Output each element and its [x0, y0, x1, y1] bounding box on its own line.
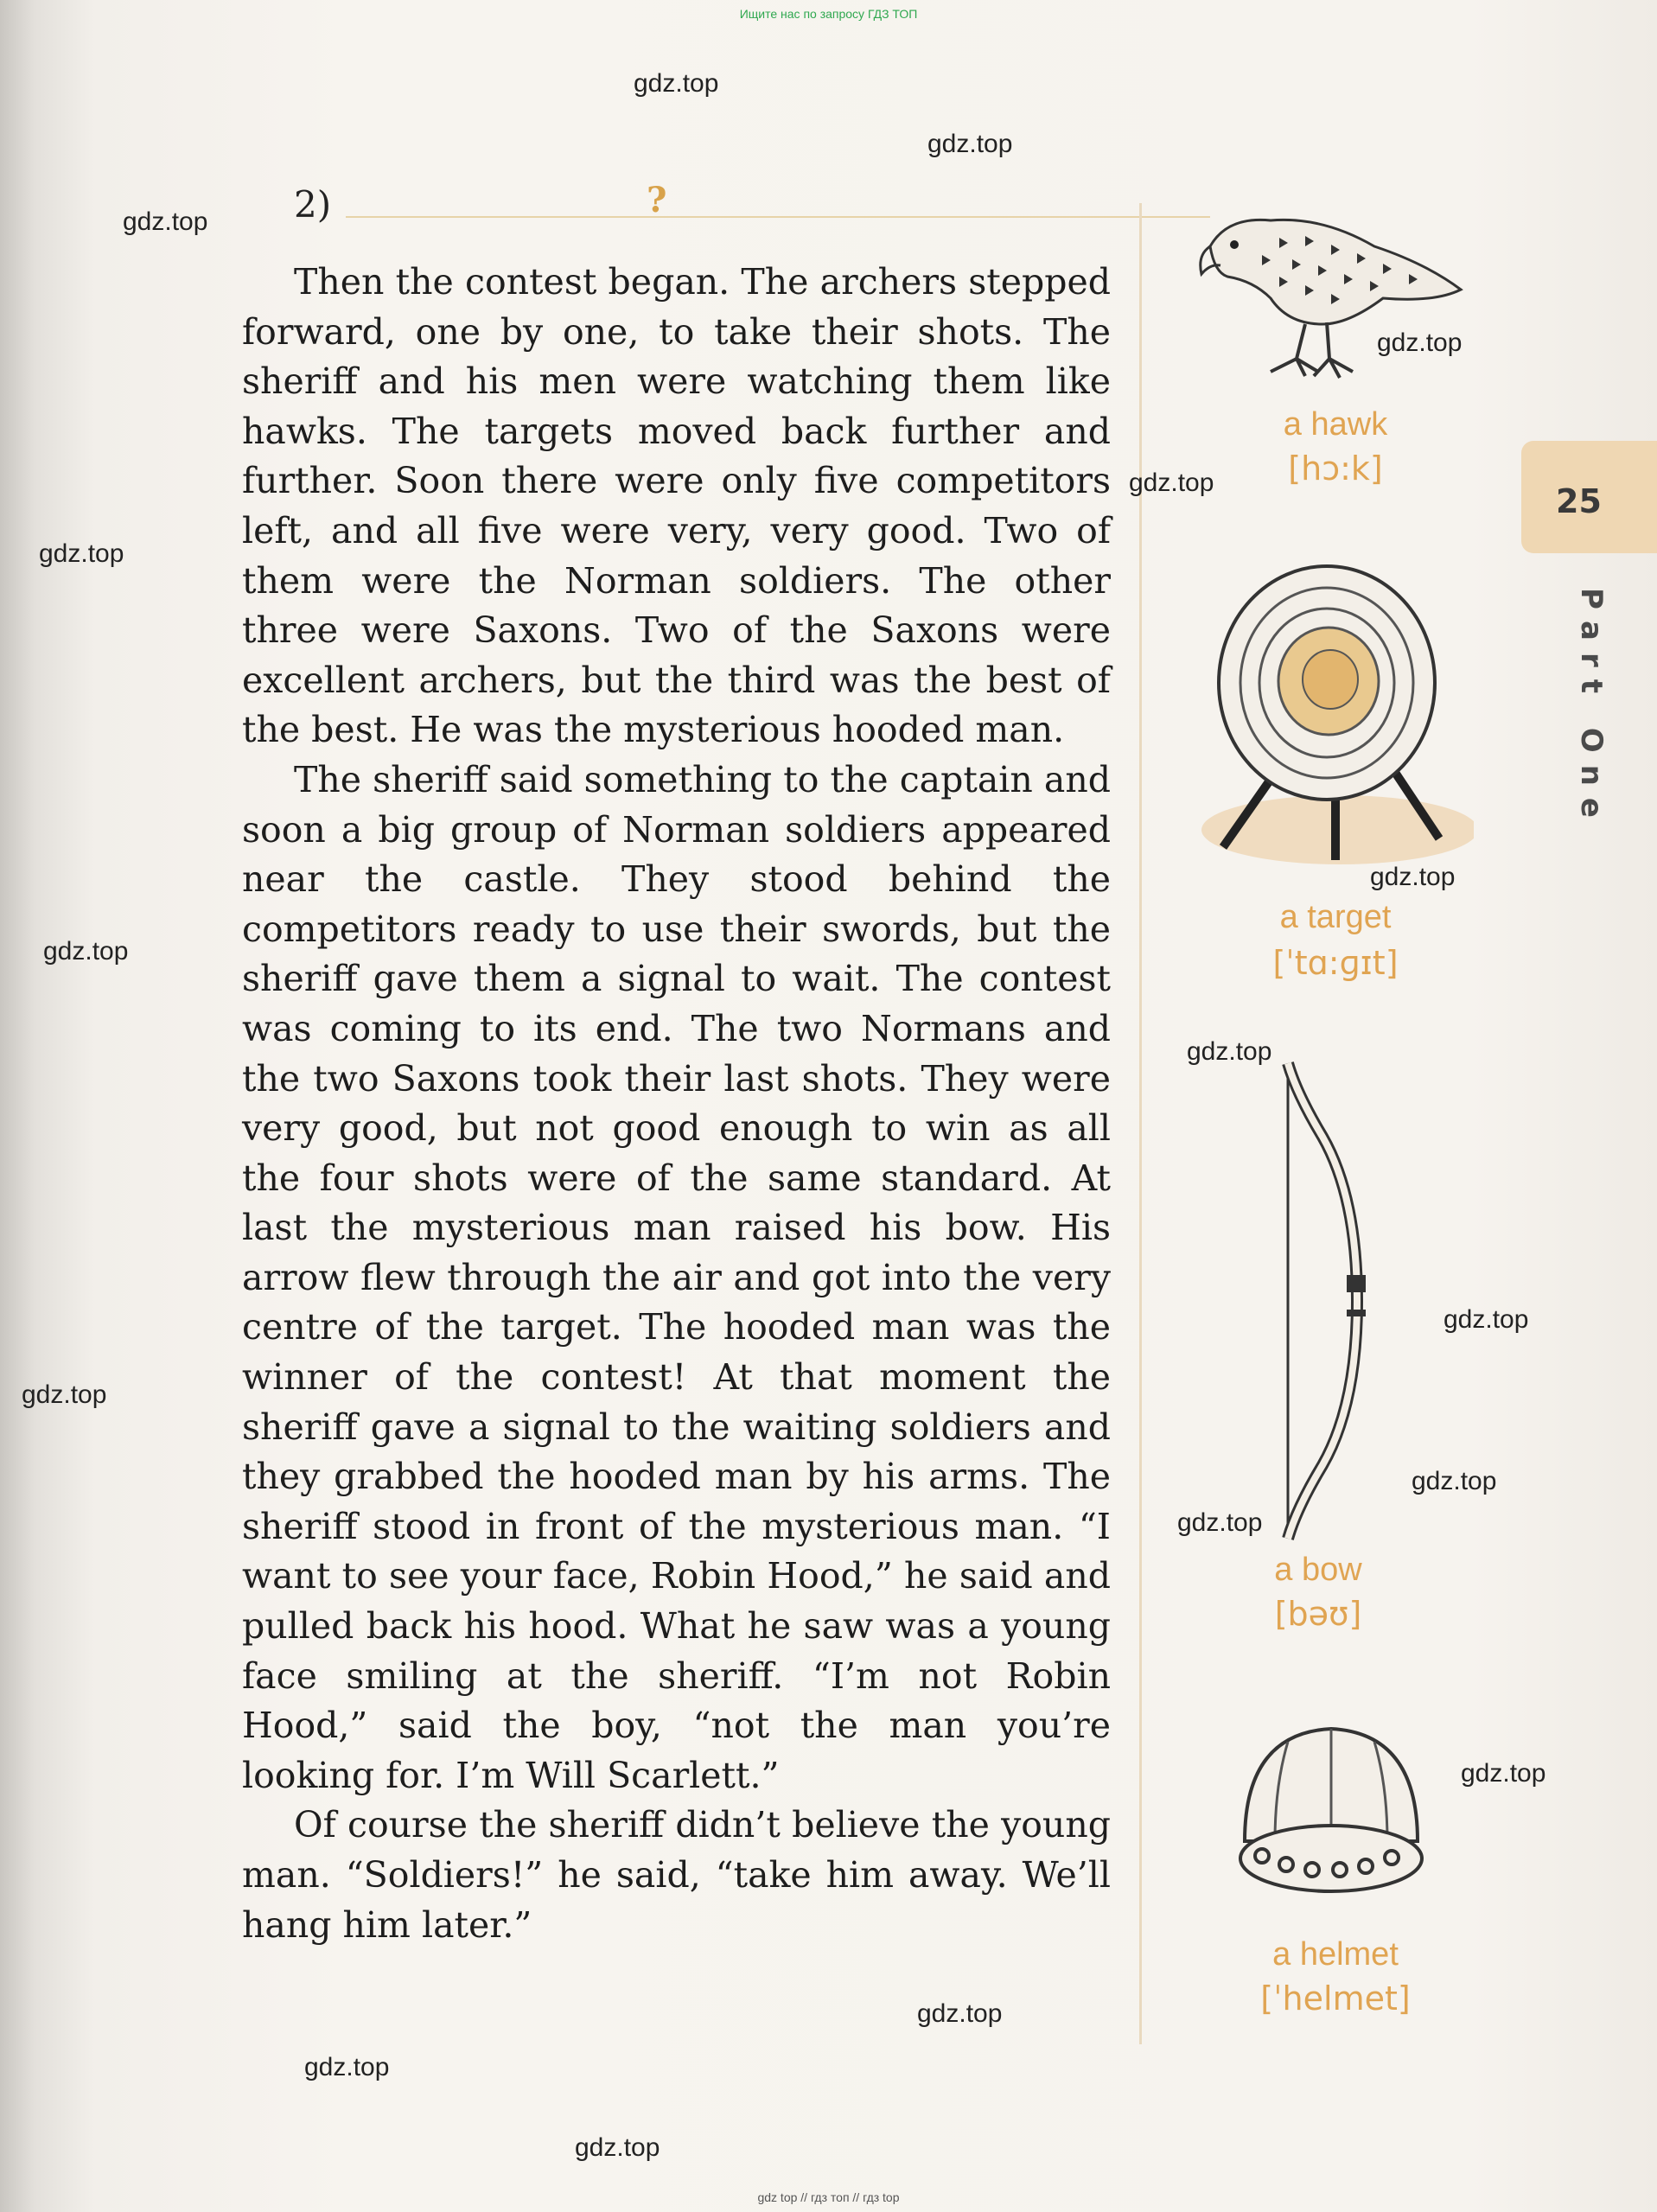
question-marker: ? — [647, 180, 667, 220]
hawk-icon — [1176, 194, 1469, 393]
part-label — [1571, 588, 1609, 838]
section-number: 2) — [294, 183, 332, 226]
gloss-ipa-hawk: [hɔ:k] — [1288, 449, 1383, 488]
section-divider — [346, 216, 1210, 218]
gloss-word-target: a target — [1279, 899, 1392, 935]
story-paragraph-2: The sheriff said something to the captain and soon a big group of Norman soldiers appeared near the castle. They stood behind the competitors ready to use their swords, but the sheriff gave them a signal to wait. The contest was coming to its end. The two Normans and the two Saxons took their last shots. They were very good, but not good enough to win as all the four shots were of the same standard. At last the mysterious man raised his bow. His arrow flew through the air and got into the very centre of the target. The hooded man was the winner of the contest! At that moment the sheriff gave a signal to the waiting soldiers and they grabbed the hooded man by his arms. The sheriff stood in front of the mysterious man. “I want to see your face, Robin Hood,” he said and pulled back his hood. What he saw was a young face smiling at the sheriff. “I’m not Robin Hood,” said the boy, “not the man you’re looking for. I’m Will Scarlett.” — [242, 758, 1111, 1796]
helmet-icon — [1227, 1699, 1435, 1906]
watermark: gdz.top — [22, 1380, 107, 1409]
watermark: gdz.top — [39, 539, 124, 568]
watermark: gdz.top — [123, 207, 208, 236]
bleed-through-text — [138, 164, 1487, 198]
gloss-ipa-target: [ˈtɑ:ɡɪt] — [1272, 944, 1399, 982]
gloss-word-bow: a bow — [1274, 1552, 1362, 1588]
watermark: gdz.top — [927, 130, 1013, 158]
top-banner[interactable]: Ищите нас по запросу ГДЗ ТОП — [739, 7, 918, 21]
story-text — [242, 258, 1111, 1950]
watermark: gdz.top — [917, 1999, 1003, 2028]
watermark: gdz.top — [1444, 1305, 1529, 1334]
page-number: 25 — [1556, 482, 1602, 520]
gloss-ipa-helmet: [ˈhelmet] — [1260, 1979, 1411, 2018]
story-paragraph-3: Of course the sheriff didn’t believe the young man. “Soldiers!” he said, “take him away. We’ll hang him later.” — [242, 1804, 1111, 1946]
part-label-vertical — [1571, 588, 1615, 830]
bow-icon — [1262, 1059, 1400, 1543]
watermark: gdz.top — [1412, 1467, 1497, 1495]
watermark: gdz.top — [1377, 328, 1463, 357]
watermark: gdz.top — [1370, 863, 1456, 891]
watermark: gdz.top — [1129, 469, 1214, 497]
gloss-word-hawk: a hawk — [1283, 406, 1388, 443]
watermark: gdz.top — [1187, 1037, 1272, 1066]
watermark: gdz.top — [634, 69, 719, 98]
part-label-text: Part One — [1574, 588, 1609, 830]
target-icon — [1189, 562, 1474, 882]
watermark: gdz.top — [304, 2053, 390, 2081]
story-paragraph-1: Then the contest began. The archers stepped forward, one by one, to take their shots. The sheriff and his men were watching them like hawks. The targets moved back further and further. Soon there were only five competitors left, and all five were very, very good. Two of them were the Norman soldiers. The other three were Saxons. Two of the Saxons were excellent archers, but the third was the best of the best. He was the mysterious hooded man. — [242, 261, 1111, 751]
watermark: gdz.top — [43, 937, 129, 966]
watermark: gdz.top — [1177, 1508, 1263, 1537]
watermark: gdz.top — [575, 2133, 660, 2162]
gloss-ipa-bow: [bəʊ] — [1274, 1595, 1362, 1633]
footer-links[interactable]: gdz top // гдз топ // гдз top — [757, 2190, 900, 2204]
watermark: gdz.top — [1461, 1759, 1546, 1788]
gloss-word-helmet: a helmet — [1272, 1936, 1399, 1973]
